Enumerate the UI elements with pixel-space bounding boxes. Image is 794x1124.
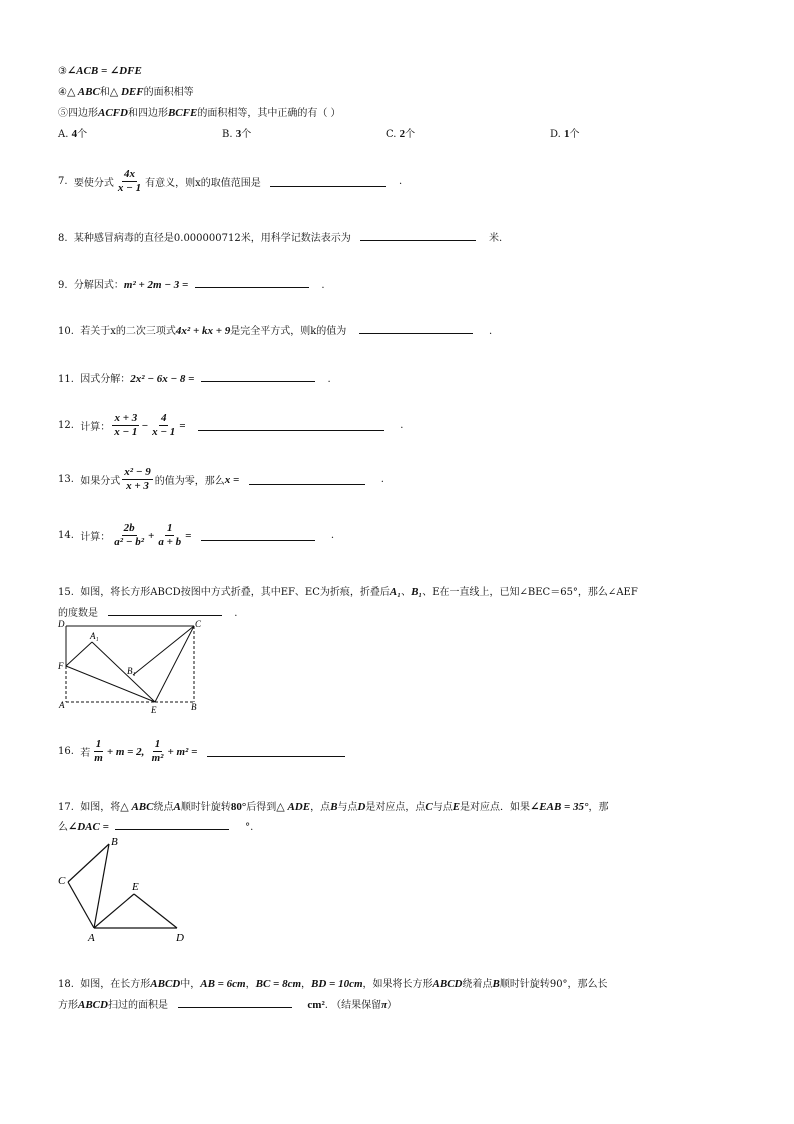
label-C: C [58, 875, 66, 887]
answer-blank[interactable] [360, 230, 476, 241]
question-14: 14. 计算： $\frac{2b}{\text{a² − b²}}$ + $\frac{1}{a + b}$ = . [58, 522, 335, 548]
answer-blank[interactable] [201, 371, 315, 382]
label-A1: A₁ [90, 631, 99, 641]
option-a: A. 4个 [58, 128, 88, 140]
question-18-line1: 18. 如图，在长方形ABCD中，AB = 6cm，BC = 8cm，BD = 10cm，如果将长方形ABCD绕着点B顺时针旋转90°，那么长 [58, 978, 608, 990]
answer-blank[interactable] [108, 605, 222, 616]
option-b: B. 3个 [222, 128, 252, 140]
label-B: B [191, 702, 197, 712]
label-E: E [132, 881, 139, 893]
answer-blank[interactable] [207, 746, 345, 757]
option-d: D. 1个 [550, 128, 580, 140]
label-D: D [176, 932, 184, 944]
answer-blank[interactable] [201, 530, 315, 541]
fraction: $\frac{4x}{x - 1}$ [117, 168, 142, 194]
q15-figure [55, 616, 205, 716]
label-B: B [111, 836, 118, 848]
label-D: D [58, 619, 65, 629]
label-C: C [195, 619, 202, 629]
answer-blank[interactable] [198, 420, 384, 431]
question-15-line2: 的度数是 . [58, 604, 237, 619]
question-18-line2: 方形ABCD扫过的面积是 cm². （结果保留π） [58, 999, 398, 1011]
answer-blank[interactable] [270, 176, 386, 187]
q17-figure [55, 834, 195, 944]
label-A: A [88, 932, 95, 944]
answer-blank[interactable] [178, 997, 292, 1008]
question-10: 10. 若关于x的二次三项式4x² + kx + 9是完全平方式，则k的值为 . [58, 325, 493, 337]
answer-blank[interactable] [359, 323, 473, 334]
label-E: E [151, 705, 157, 715]
question-8: 8. 某种感冒病毒的直径是0.000000712米，用科学记数法表示为 米. [58, 229, 502, 244]
question-9: 9. 分解因式：m² + 2m − 3 = . [58, 279, 325, 291]
answer-blank[interactable] [249, 474, 365, 485]
item-3: ③∠ACB = ∠DFE [58, 65, 142, 77]
label-B1: B₁ [127, 666, 136, 676]
label-F: F [58, 661, 64, 671]
question-16: 16. 若 $\frac{1}{m}$ + m = 2, $\frac{1}{\text{m²}}$ + m² = [58, 738, 345, 765]
answer-blank[interactable] [195, 277, 309, 288]
answer-blank[interactable] [115, 819, 229, 830]
question-12: 12. 计算： $\frac{x + 3}{x - 1}$ − $\frac{4}{x - 1}$ = . [58, 412, 404, 438]
item-5: ⑤四边形ACFD和四边形BCFE的面积相等，其中正确的有（ ） [58, 107, 341, 119]
item-4: ④△ ABC和△ DEF的面积相等 [58, 86, 194, 98]
question-17-line1: 17. 如图，将△ ABC绕点A顺时针旋转80°后得到△ ADE，点B与点D是对应点，点C与点E是对应点．如果∠EAB = 35°，那 [58, 801, 609, 813]
question-15-line1: 15. 如图，将长方形ABCD按图中方式折叠，其中EF、EC为折痕，折叠后A₁、B₁、E在一直线上，已知∠BEC＝65°，那么∠AEF [58, 586, 638, 598]
question-17-line2: 么∠DAC = °. [58, 821, 254, 833]
question-11: 11. 因式分解：2x² − 6x − 8 = . [58, 373, 331, 385]
question-7: 7. 要使分式 $\frac{4x}{x - 1}$ 有意义，则x的取值范围是 . [58, 168, 403, 194]
label-A: A [59, 700, 65, 710]
question-13: 13. 如果分式 $\frac{\text{x² − 9}}{x + 3}$ 的值为零，那么 x = . [58, 466, 384, 492]
option-c: C. 2个 [386, 128, 416, 140]
